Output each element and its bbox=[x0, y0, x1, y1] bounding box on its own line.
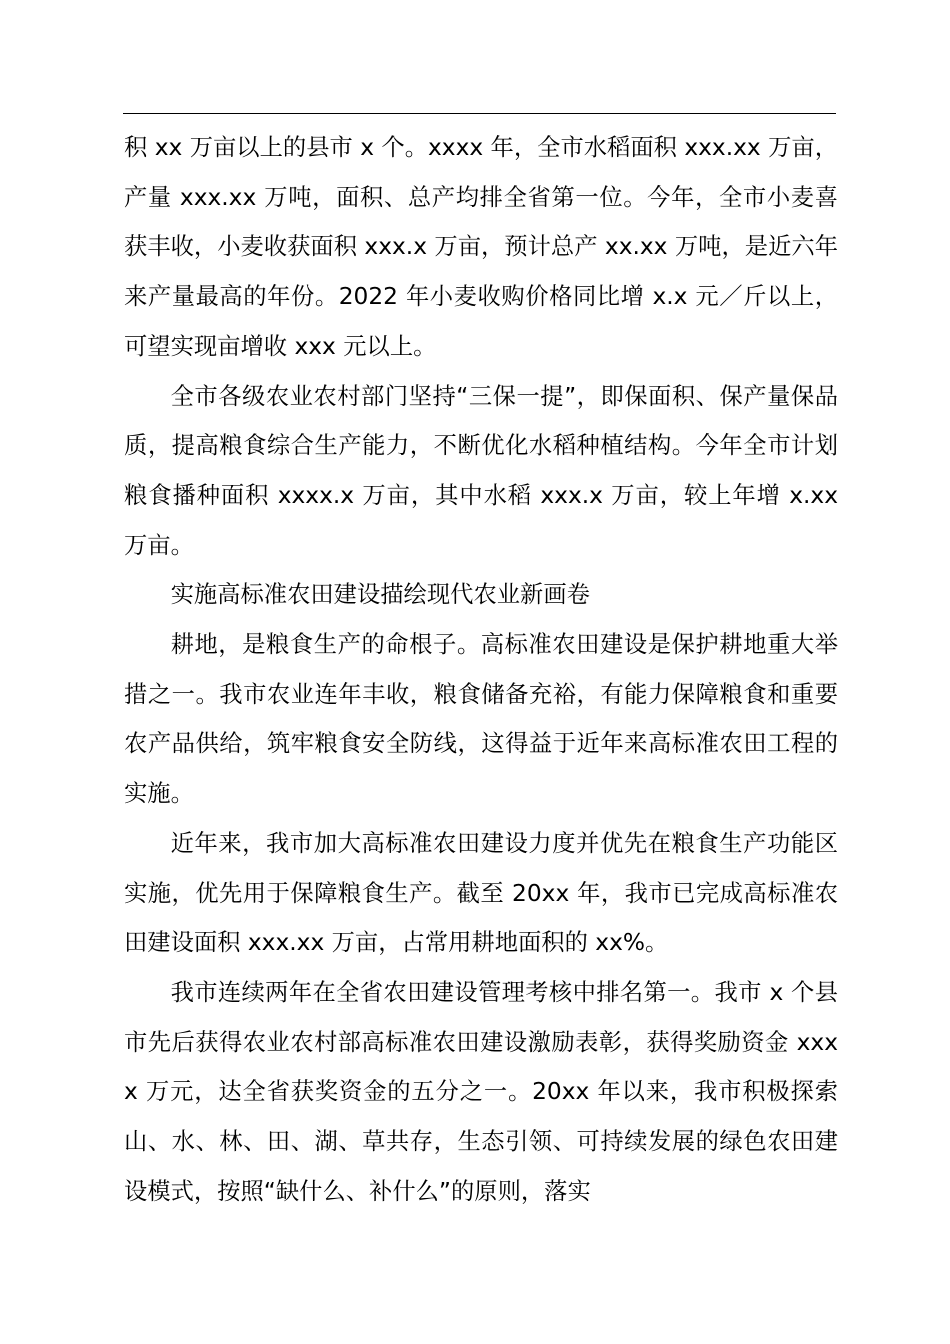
paragraph-assessment: 我市连续两年在全省农田建设管理考核中排名第一。我市 x 个县市先后获得农业农村部高标准农田建设激励表彰，获得奖励资金 xxxx 万元，达全省获奖资金的五分之一。20xx 年以来，我市积极探索山、水、林、田、湖、草共存，生态引领、可持续发展的绿色农田建设模式，按照“缺什么、补什么”的原则，落实 bbox=[124, 978, 838, 1205]
header-rule bbox=[123, 113, 836, 114]
paragraph-continuation: 积 xx 万亩以上的县市 x 个。xxxx 年，全市水稻面积 xxx.xx 万亩，产量 xxx.xx 万吨，面积、总产均排全省第一位。今年，全市小麦喜获丰收，小麦收获面积 xxx.x 万亩，预计总产 xx.xx 万吨，是近六年来产量最高的年份。2022 年小麦收购价格同比增 x.x 元／斤以上，可望实现亩增收 xxx 元以上。 bbox=[124, 134, 838, 360]
section-heading: 实施高标准农田建设描绘现代农业新画卷 bbox=[170, 581, 590, 609]
paragraph-recent-years: 近年来，我市加大高标准农田建设力度并优先在粮食生产功能区实施，优先用于保障粮食生产。截至 20xx 年，我市已完成高标准农田建设面积 xxx.xx 万亩，占常用耕地面积的 xx%。 bbox=[124, 829, 838, 957]
body-text bbox=[124, 123, 838, 1216]
paragraph-farmland: 耕地，是粮食生产的命根子。高标准农田建设是保护耕地重大举措之一。我市农业连年丰收，粮食储备充裕，有能力保障粮食和重要农产品供给，筑牢粮食安全防线，这得益于近年来高标准农田工程的实施。 bbox=[124, 631, 838, 808]
paragraph-san-bao-yi-ti: 全市各级农业农村部门坚持“三保一提”，即保面积、保产量保品质，提高粮食综合生产能力，不断优化水稻种植结构。今年全市计划粮食播种面积 xxxx.x 万亩，其中水稻 xxx.x 万亩，较上年增 x.xx 万亩。 bbox=[124, 382, 838, 559]
